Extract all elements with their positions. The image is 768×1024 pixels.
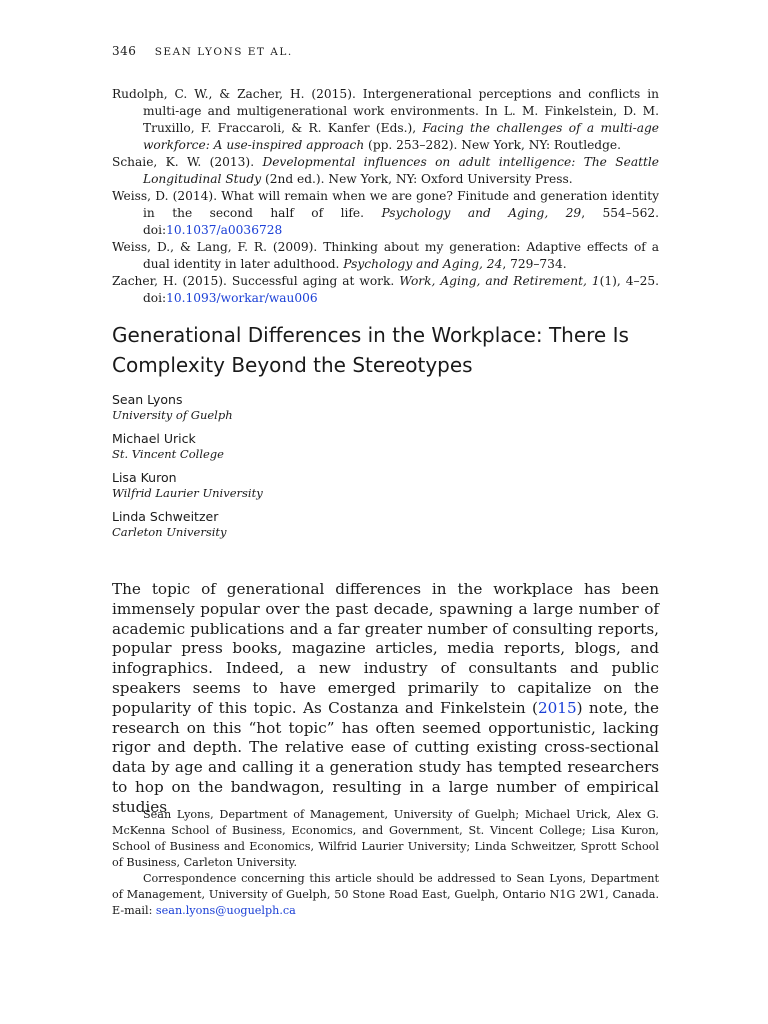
- author-name: Linda Schweitzer: [112, 509, 219, 524]
- doi-link[interactable]: 10.1093/workar/wau006: [166, 291, 318, 305]
- page-number: 346: [112, 44, 137, 58]
- author-name: Lisa Kuron: [112, 470, 177, 485]
- author-name: Michael Urick: [112, 431, 196, 446]
- reference-item: [112, 273, 659, 307]
- reference-text: (2nd ed.). New York, NY: Oxford University Press.: [261, 172, 573, 186]
- running-head: [112, 44, 293, 58]
- author-block: [112, 470, 512, 501]
- reference-text: , 554–562. doi:: [143, 206, 659, 237]
- running-header-authors: SEAN LYONS ET AL.: [154, 46, 293, 58]
- reference-text: Zacher, H. (2015). Successful aging at work.: [112, 274, 400, 288]
- author-block: [112, 509, 512, 540]
- body-paragraph: [112, 580, 659, 818]
- reference-text: Rudolph, C. W., & Zacher, H. (2015). Intergenerational perceptions and conflicts in multi-age and multigenerational work environments. In L. M. Finkelstein, D. M. Truxillo, F. Fraccaroli, & R. Kanfer (Eds.),: [112, 87, 659, 135]
- author-affiliation: University of Guelph: [112, 408, 233, 422]
- reference-text: Schaie, K. W. (2013).: [112, 155, 263, 169]
- reference-text: Weiss, D., & Lang, F. R. (2009). Thinking about my generation: Adaptive effects of a dual identity in later adulthood.: [112, 240, 659, 271]
- reference-item: [112, 239, 659, 273]
- author-block: [112, 431, 512, 462]
- reference-title: Developmental influences on adult intelligence: The Seattle Longitudinal Study: [143, 155, 659, 186]
- body-text: The topic of generational differences in the workplace has been immensely popular over the past decade, spawning a large number of academic publications and a far greater number of consulting reports, popular press books, magazine articles, media reports, blogs, and infographics. Indeed, a new industry of consultants and public speakers seems to have emerged primarily to capitalize on the popularity of this topic. As Costanza and Finkelstein (: [112, 580, 659, 717]
- reference-item: [112, 188, 659, 239]
- author-block: [112, 392, 512, 423]
- reference-text: Weiss, D. (2014). What will remain when we are gone? Finitude and generation identity in the second half of life.: [112, 189, 659, 220]
- reference-journal: Work, Aging, and Retirement, 1: [399, 274, 600, 288]
- author-affiliation: Carleton University: [112, 525, 227, 539]
- reference-title: Facing the challenges of a multi-age workforce: A use-inspired approach: [143, 121, 659, 152]
- reference-text: (1), 4–25. doi:: [143, 274, 659, 305]
- body-text: ) note, the research on this “hot topic” has often seemed opportunistic, lacking rigor and depth. The relative ease of cutting existing cross-sectional data by age and calling it a generation study has tempted researchers to hop on the bandwagon, resulting in a large number of empirical studies: [112, 698, 660, 816]
- citation-link[interactable]: 2015: [537, 698, 577, 717]
- reference-list: [112, 86, 659, 307]
- email-link[interactable]: sean.lyons@uoguelph.ca: [155, 904, 296, 917]
- reference-item: [112, 154, 659, 188]
- article-title: Generational Differences in the Workplace: There Is Complexity Beyond the Stereotypes: [112, 323, 629, 377]
- reference-journal: Psychology and Aging, 24: [343, 257, 503, 271]
- doi-link[interactable]: 10.1037/a0036728: [166, 223, 283, 237]
- reference-item: [112, 86, 659, 154]
- footnote-affiliations: Sean Lyons, Department of Management, University of Guelph; Michael Urick, Alex G. McKenna School of Business, Economics, and Government, St. Vincent College; Lisa Kuron, School of Business and Economics, Wilfrid Laurier University; Linda Schweitzer, Sprott School of Business, Carleton University.: [112, 808, 659, 869]
- footnote-correspondence: [112, 871, 659, 919]
- author-list: [112, 392, 512, 548]
- author-affiliation: Wilfrid Laurier University: [112, 486, 263, 500]
- author-affiliation: St. Vincent College: [112, 447, 224, 461]
- author-name: Sean Lyons: [112, 392, 183, 407]
- author-footnote: [112, 807, 659, 919]
- reference-text: (pp. 253–282). New York, NY: Routledge.: [364, 138, 621, 152]
- reference-journal: Psychology and Aging, 29: [381, 206, 582, 220]
- reference-text: , 729–734.: [502, 257, 567, 271]
- correspondence-text: Correspondence concerning this article should be addressed to Sean Lyons, Department of Management, University of Guelph, 50 Stone Road East, Guelph, Ontario N1G 2W1, Canada. E-mail:: [112, 872, 659, 917]
